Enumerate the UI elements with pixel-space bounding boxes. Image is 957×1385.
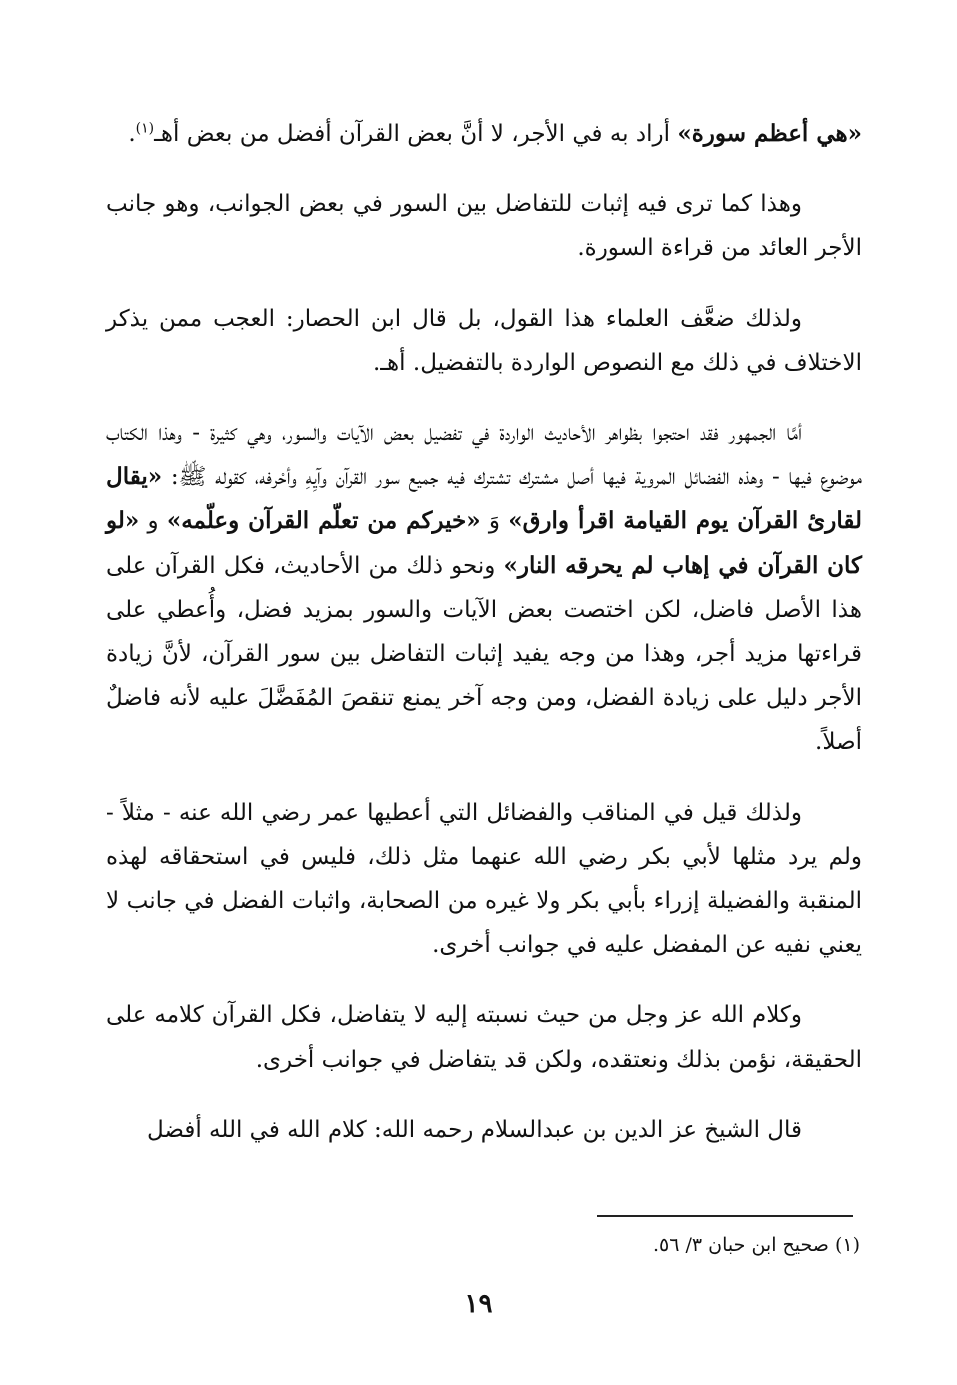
page-number: ١٩ xyxy=(464,1289,493,1319)
paragraph-text: قال الشيخ عز الدين بن عبدالسلام رحمه الله: كلام الله في الله أفضل xyxy=(146,1116,802,1143)
paragraph-text: ولذلك ضعَّف العلماء هذا القول، بل قال ابن الحصار: العجب ممن يذكر الاختلاف في ذلك مع النصوص الواردة بالتفضيل. أهـ. xyxy=(106,305,862,376)
paragraph-text: وهذا كما ترى فيه إثبات للتفاضل بين السور في بعض الجوانب، وهو جانب الأجر العائد من قراءة السورة. xyxy=(106,191,862,262)
footnote: (١) صحيح ابن حبان ٣/ ٥٦. xyxy=(653,1234,860,1256)
quote-text: «هي أعظم سورة» xyxy=(677,120,862,147)
paragraph-text: ونحو ذلك من الأحاديث، فكل القرآن على هذا الأصل فاضل، لكن اختصت بعض الآيات والسور بمزيد فضل، وأُعطي على قراءتها مزيد أجر، وهذا من وجه يفيد إثبات التفاضل بين سور القرآن، لأنَّ زيادة الأجر دليل على زيادة الفضل، ومن وجه آخر يمنع تنقصَ المُفَضَّلَ عليه لأنه فاضلٌ أصلاً. xyxy=(106,552,862,756)
paragraph-6 xyxy=(106,993,862,1081)
hadith-quote: «خيركم من تعلّم القرآن وعلّمه» xyxy=(166,507,481,535)
paragraph-1 xyxy=(106,112,862,156)
paragraph-7 xyxy=(106,1108,862,1152)
paragraph-2 xyxy=(106,182,862,270)
paragraph-text: ولذلك قيل في المناقب والفضائل التي أعطيها عمر رضي الله عنه - مثلاً - ولم يرد مثلها لأبي بكر رضي الله عنهما مثل ذلك، فليس في استحقاقه لهذه المنقبة والفضيلة إزراء بأبي بكر ولا غيره من الصحابة، واثبات الفضل في جانب لا يعني نفيه عن المفضل عليه في جوانب أخرى. xyxy=(106,799,862,959)
paragraph-text: وَ xyxy=(480,508,509,535)
paragraph-text: أراد به في الأجر، لا أنَّ بعض القرآن أفضل من بعض أهـ xyxy=(154,121,678,147)
main-text xyxy=(106,112,862,1152)
paragraph-text: أمَّا الجمهور فقد احتجوا بظواهر الأحاديث الواردة في تفضيل بعض الآيات والسور، وهي كثيرة - وهذا الكتاب موضوع فيها - وهذه الفضائل المروية فيها أصل مشترك تشترك فيه جميع سور القرآن وآيِهِ وأحْرفه، كقوله ﷺ: xyxy=(106,420,862,491)
paragraph-3 xyxy=(106,297,862,385)
hadith-quote: «يقال لقارئ القرآن يوم القيامة اقرأ وارق» xyxy=(106,463,862,535)
paragraph-text: و xyxy=(139,508,167,535)
paragraph-4 xyxy=(106,411,862,765)
footnote-divider xyxy=(597,1215,853,1217)
paragraph-5 xyxy=(106,791,862,968)
footnote-marker: (١) xyxy=(135,120,155,137)
paragraph-text: . xyxy=(128,121,136,147)
hadith-quote: «لو كان القرآن في إهاب لم يحرقه النار» xyxy=(106,507,863,579)
paragraph-text: وكلام الله عز وجل من حيث نسبته إليه لا يتفاضل، فكل القرآن كلامه على الحقيقة، نؤمن بذلك ونعتقده، ولكن قد يتفاضل في جوانب أخرى. xyxy=(106,1002,862,1073)
